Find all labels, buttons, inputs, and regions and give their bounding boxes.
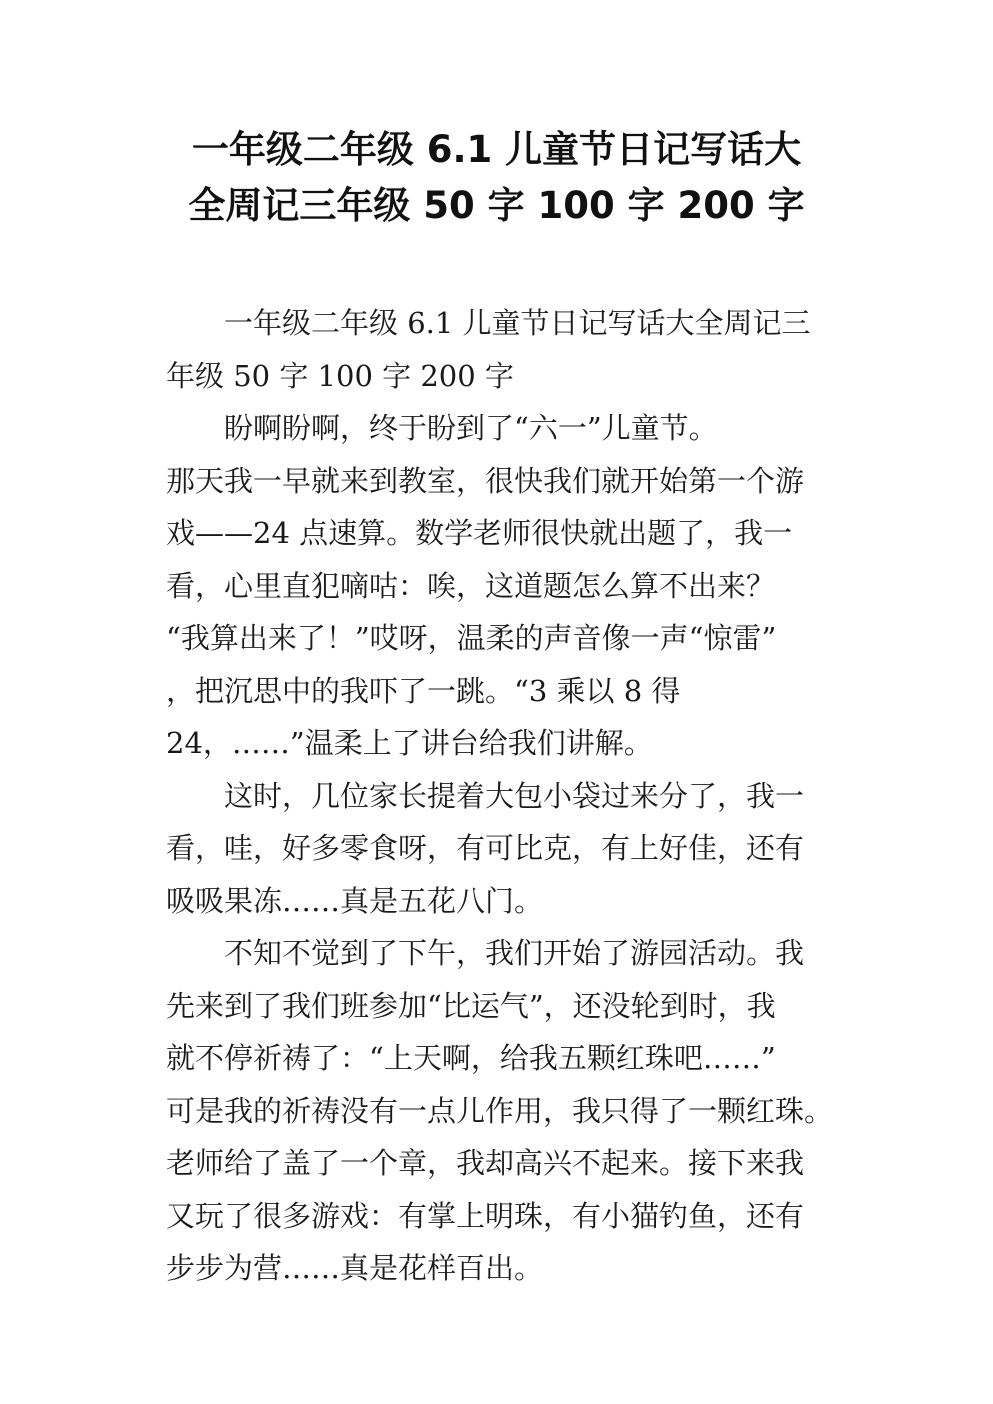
title-line-1: 一年级二年级 6.1 儿童节日记写话大 <box>191 128 802 171</box>
body-line: 就不停祈祷了：“上天啊，给我五颗红珠吧……” <box>166 1041 776 1075</box>
document-title <box>120 122 873 234</box>
body-line: 步步为营……真是花样百出。 <box>166 1251 544 1285</box>
body-line: ，把沉思中的我吓了一跳。“3 乘以 8 得 <box>166 673 681 708</box>
body-line: 那天我一早就来到教室，很快我们就开始第一个游 <box>166 463 805 498</box>
body-line: 老师给了盖了一个章，我却高兴不起来。接下来我 <box>166 1146 805 1180</box>
body-line: 看，哇，好多零食呀，有可比克，有上好佳，还有 <box>166 831 805 865</box>
body-line: “我算出来了！”哎呀，温柔的声音像一声“惊雷” <box>166 621 777 655</box>
body-line: 一年级二年级 6.1 儿童节日记写话大全周记三 <box>224 306 811 340</box>
body-line: 先来到了我们班参加“比运气”，还没轮到时，我 <box>166 988 776 1023</box>
document-body <box>166 297 846 1295</box>
body-line: 戏——24 点速算。数学老师很快就出题了，我一 <box>166 516 793 550</box>
title-line-2: 全周记三年级 50 字 100 字 200 字 <box>188 184 805 227</box>
body-line: 年级 50 字 100 字 200 字 <box>166 358 514 393</box>
body-line: 这时，几位家长提着大包小袋过来分了，我一 <box>224 778 805 813</box>
body-line: 可是我的祈祷没有一点儿作用，我只得了一颗红珠。 <box>166 1093 834 1128</box>
body-line: 又玩了很多游戏：有掌上明珠，有小猫钓鱼，还有 <box>166 1198 805 1233</box>
body-line: 盼啊盼啊，终于盼到了“六一”儿童节。 <box>224 411 718 445</box>
body-line: 看，心里直犯嘀咕：唉，这道题怎么算不出来？ <box>166 568 776 603</box>
body-line: 24，……”温柔上了讲台给我们讲解。 <box>166 726 653 760</box>
body-line: 吸吸果冻……真是五花八门。 <box>166 883 544 918</box>
body-line: 不知不觉到了下午，我们开始了游园活动。我 <box>224 936 805 970</box>
